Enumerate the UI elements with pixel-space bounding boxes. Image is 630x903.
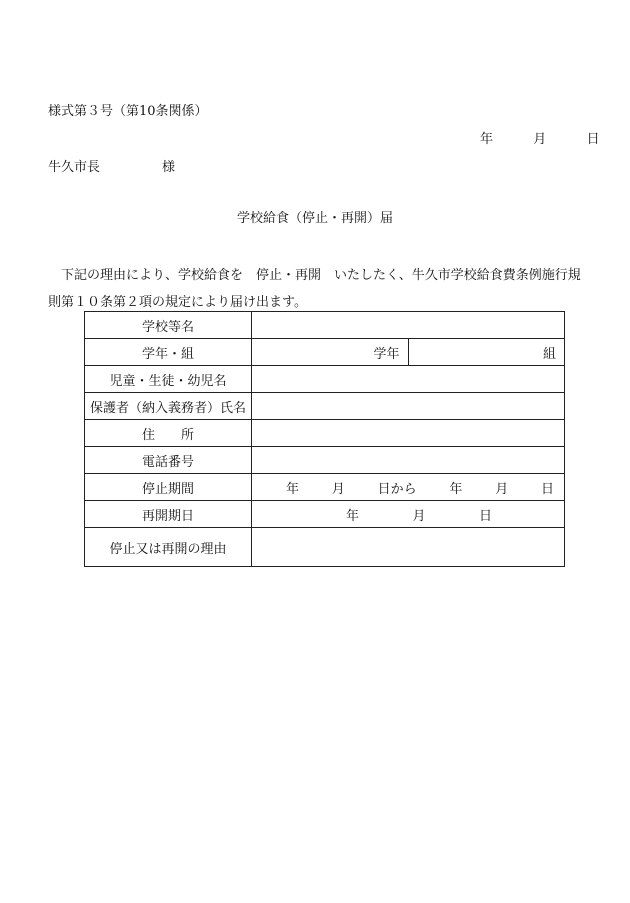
student-name-label: 児童・生徒・幼児名 [85, 366, 252, 393]
table-row-phone [85, 447, 565, 474]
school-name-label: 学校等名 [85, 312, 252, 339]
stop-period-field[interactable] [252, 474, 565, 501]
grade-class-field [252, 339, 565, 366]
stop-end-month: 月 [495, 481, 509, 497]
phone-field[interactable] [252, 447, 565, 474]
reopen-day: 日 [478, 508, 492, 524]
table-row-guardian [85, 393, 565, 420]
guardian-name-field[interactable] [252, 393, 565, 420]
reason-label: 停止又は再開の理由 [85, 528, 252, 567]
body-text-choice: 停止・再開 [256, 268, 322, 283]
class-unit: 組 [542, 346, 556, 362]
reopen-date-label: 再開期日 [85, 501, 252, 528]
stop-end-year: 年 [449, 481, 463, 497]
phone-label: 電話番号 [85, 447, 252, 474]
body-text-part1: 下記の理由により、学校給食を [61, 268, 244, 283]
table-row-stop-period [85, 474, 565, 501]
table-row-reason [85, 528, 565, 567]
date-day-label: 日 [586, 132, 600, 147]
stop-start-year: 年 [286, 481, 300, 497]
submission-date [480, 128, 600, 147]
address-field[interactable] [252, 420, 565, 447]
body-text-part3: いたしたく、牛久市学校給食費条例施行規則第１０条第２項の規定により届け出ます。 [48, 268, 581, 310]
table-row-grade [85, 339, 565, 366]
form-number: 様式第３号（第10条関係） [48, 104, 208, 119]
address-label: 住 所 [85, 420, 252, 447]
reason-field[interactable] [252, 528, 565, 567]
application-form-table [84, 311, 565, 567]
school-name-field[interactable] [252, 312, 565, 339]
stop-period-label: 停止期間 [85, 474, 252, 501]
guardian-name-label: 保護者（納入義務者）氏名 [85, 393, 252, 420]
stop-start-month: 月 [331, 481, 345, 497]
grade-class-label: 学年・組 [85, 339, 252, 366]
class-field[interactable] [408, 339, 565, 365]
grade-unit: 学年 [373, 346, 400, 362]
addressee-name: 牛久市長 [48, 160, 101, 175]
addressee [48, 156, 175, 175]
date-year-label: 年 [480, 132, 494, 147]
stop-end-day: 日 [540, 481, 554, 497]
reopen-year: 年 [346, 508, 360, 524]
table-row-reopen [85, 501, 565, 528]
table-row-school [85, 312, 565, 339]
student-name-field[interactable] [252, 366, 565, 393]
grade-field[interactable] [252, 339, 408, 365]
document-title: 学校給食（停止・再開）届 [236, 211, 393, 226]
addressee-suffix: 様 [162, 160, 176, 175]
stop-start-day: 日から [377, 481, 417, 497]
table-row-address [85, 420, 565, 447]
reopen-month: 月 [412, 508, 426, 524]
date-month-label: 月 [533, 132, 547, 147]
table-row-student [85, 366, 565, 393]
reopen-date-field[interactable] [252, 501, 565, 528]
body-paragraph [48, 262, 588, 316]
